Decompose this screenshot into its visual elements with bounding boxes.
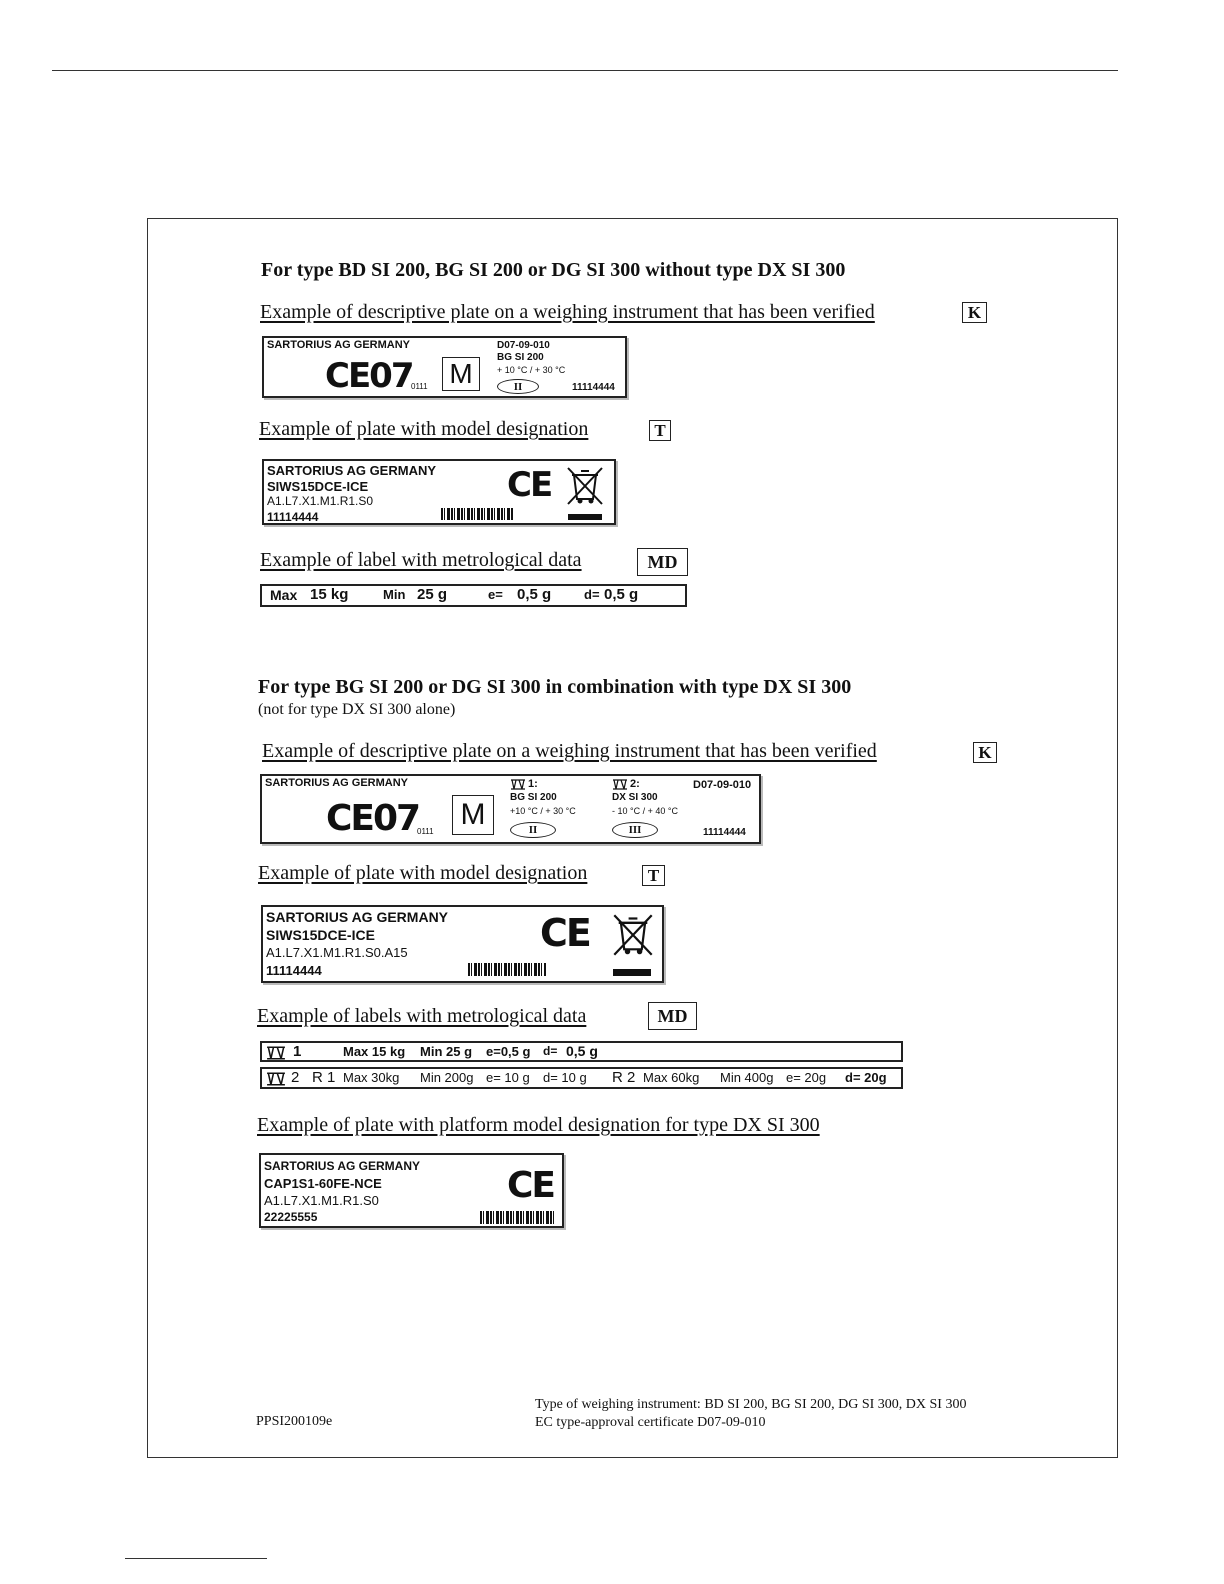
ce-mark: CE07 [326,798,420,839]
plate-serial: 22225555 [264,1210,318,1224]
plate-model: SIWS15DCE-ICE [266,927,375,943]
ce-mark: CE [507,465,552,505]
platform-plate [259,1153,564,1228]
scale-2-icon [612,779,628,790]
metrological-label-1 [260,1041,903,1062]
scale-2-icon [265,1072,287,1086]
section1-caption-model: Example of plate with model designation [259,418,589,440]
d-1: d= 10 g [543,1070,587,1085]
plate-serial: 11114444 [267,510,319,524]
d-key: d= [543,1044,558,1058]
e-key: e= [488,587,503,602]
min-value: 25 g [417,586,448,603]
e-1: e= 10 g [486,1070,530,1085]
section1-heading: For type BD SI 200, BG SI 200 or DG SI 300 without type DX SI 300 [261,259,846,281]
max-2: Max 60kg [643,1070,700,1085]
e-value: 0,5 g [517,586,552,603]
plate-type-1: BG SI 200 [510,792,557,803]
d-value: 0,5 g [566,1043,598,1059]
model-plate [262,459,616,525]
min-1: Min 200g [420,1070,474,1085]
e-2: e= 20g [786,1070,827,1085]
ce-mark: CE [507,1165,555,1206]
barcode-icon [468,963,546,976]
scale-1-label: 1: [528,778,538,790]
ce-mark: CE [540,911,590,955]
metrology-mark: M [452,795,494,835]
plate-model: CAP1S1-60FE-NCE [264,1176,382,1191]
model-plate-combined [261,905,664,983]
metrology-mark: M [442,357,480,391]
scale-1-icon [510,779,526,790]
section1-caption-label: Example of label with metrological data [260,549,582,571]
metrological-label [260,584,687,607]
tag-t: T [642,865,665,886]
min-2: Min 400g [720,1070,774,1085]
plate-serial: 11114444 [266,963,322,978]
section2-subheading: (not for type DX SI 300 alone) [258,701,456,718]
plate-type-2: DX SI 300 [612,792,658,803]
plate-serial: 11114444 [703,827,746,838]
weee-bar [613,969,651,976]
footnote-rule [125,1558,267,1559]
barcode-icon [480,1211,554,1224]
d-2: d= 20g [845,1070,887,1085]
range-2: R 2 [612,1069,636,1086]
section2-caption-model: Example of plate with model designation [258,862,588,884]
plate-temp-2: - 10 °C / + 40 °C [612,806,678,816]
plate-cert: D07-09-010 [497,340,550,351]
e-value: e=0,5 g [486,1044,531,1059]
footer-types: Type of weighing instrument: BD SI 200, BG SI 200, DG SI 300, DX SI 300 [535,1397,967,1412]
max-key: Max [270,587,298,603]
plate-maker: SARTORIUS AG GERMANY [266,909,449,925]
tag-md: MD [637,548,688,576]
tag-t: T [649,420,671,441]
tag-k: K [973,742,997,763]
min-value: Min 25 g [420,1044,473,1059]
weee-bin-icon [611,911,655,959]
range-1: R 1 [312,1069,336,1086]
footer-doc-id: PPSI200109e [256,1414,333,1429]
metrological-label-2 [260,1067,903,1089]
accuracy-class-1: II [510,822,556,838]
plate-code: A1.L7.X1.M1.R1.S0 [267,494,374,508]
section1-caption-descriptive: Example of descriptive plate on a weighing instrument that has been verified [260,301,875,323]
d-key: d= [584,587,600,602]
footer-certificate: EC type-approval certificate D07-09-010 [535,1415,766,1430]
tag-md: MD [648,1002,697,1030]
descriptive-plate [262,336,627,398]
min-key: Min [383,587,406,602]
weee-bin-icon [565,465,605,507]
plate-temp: + 10 °C / + 30 °C [497,365,566,375]
plate-cert: D07-09-010 [693,779,752,791]
notified-body: 0111 [411,382,428,391]
ce-mark: CE07 [325,356,413,396]
accuracy-class-2: III [612,822,658,838]
section2-heading: For type BG SI 200 or DG SI 300 in combination with type DX SI 300 [258,676,852,698]
descriptive-plate-combined [260,774,761,844]
plate-maker: SARTORIUS AG GERMANY [264,1159,421,1173]
plate-code: A1.L7.X1.M1.R1.S0.A15 [266,945,408,960]
section2-caption-labels: Example of labels with metrological data [257,1005,587,1027]
plate-serial: 11114444 [572,382,615,393]
scale-1-icon [265,1046,287,1060]
plate-temp-1: +10 °C / + 30 °C [510,806,576,816]
header-rule [52,70,1118,71]
max-value: Max 15 kg [343,1044,406,1059]
plate-code: A1.L7.X1.M1.R1.S0 [264,1193,379,1208]
plate-maker: SARTORIUS AG GERMANY [267,463,437,478]
accuracy-class: II [497,379,539,394]
notified-body: 0111 [417,827,434,836]
plate-type: BG SI 200 [497,352,544,363]
plate-maker: SARTORIUS AG GERMANY [265,777,409,789]
scale-number: 2 [291,1069,300,1086]
scale-2-label: 2: [630,778,640,790]
d-value: 0,5 g [604,586,639,603]
tag-k: K [962,302,987,323]
max-value: 15 kg [310,586,349,603]
plate-model: SIWS15DCE-ICE [267,479,369,494]
section2-caption-descriptive: Example of descriptive plate on a weighing instrument that has been verified [262,740,877,762]
max-1: Max 30kg [343,1070,400,1085]
weee-bar [568,514,602,520]
scale-number: 1 [293,1043,302,1060]
section2-caption-platform: Example of plate with platform model designation for type DX SI 300 [257,1114,820,1136]
barcode-icon [441,508,513,520]
plate-maker: SARTORIUS AG GERMANY [267,339,411,351]
